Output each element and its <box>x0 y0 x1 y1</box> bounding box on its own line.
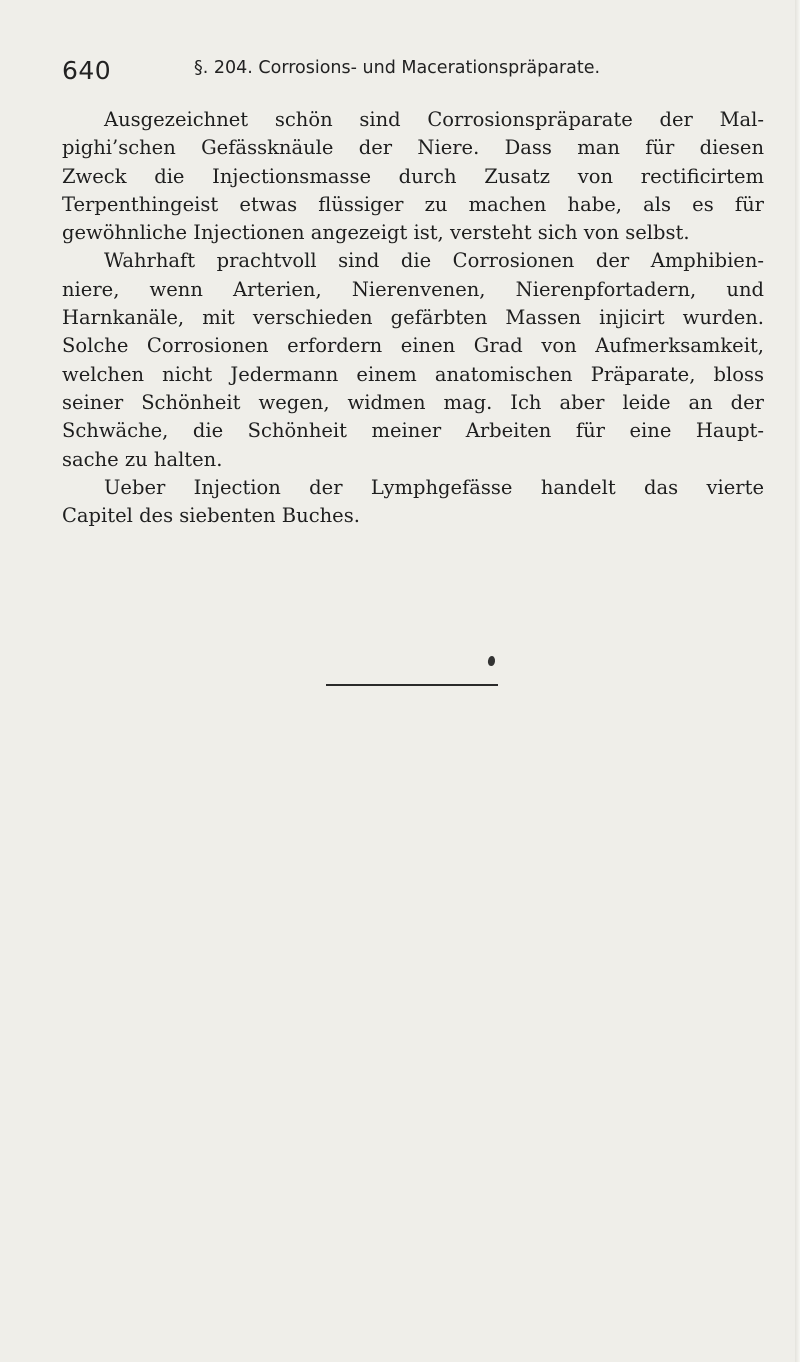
text-line: welchen nicht Jedermann einem anatomischen Präparate, bloss <box>62 362 764 386</box>
text-line: gewöhnliche Injectionen angezeigt ist, versteht sich von selbst. <box>62 221 690 245</box>
page-number: 640 <box>62 56 112 85</box>
text-line: Wahrhaft prachtvoll sind die Corrosionen der Amphibien- <box>104 249 764 273</box>
body-text <box>62 106 764 530</box>
running-head: §. 204. Corrosions- und Macerationspräparate. <box>194 58 601 78</box>
text-line: Terpenthingeist etwas flüssiger zu machen habe, als es für <box>62 192 764 216</box>
end-rule <box>326 684 498 686</box>
text-line: sache zu halten. <box>62 447 223 471</box>
text-line: seiner Schönheit wegen, widmen mag. Ich aber leide an der <box>62 390 764 414</box>
paragraph-1 <box>62 106 764 247</box>
end-ornament-dot <box>487 656 495 667</box>
text-line: Zweck die Injectionsmasse durch Zusatz von rectificirtem <box>62 164 764 188</box>
text-line: Ueber Injection der Lymphgefässe handelt das vierte <box>104 475 764 499</box>
page-edge <box>795 0 800 1362</box>
page-header <box>62 48 782 88</box>
text-line: Solche Corrosionen erfordern einen Grad von Aufmerksamkeit, <box>62 334 764 358</box>
paragraph-3 <box>62 474 764 531</box>
text-line: niere, wenn Arterien, Nierenvenen, Nierenpfortadern, und <box>62 277 764 301</box>
text-line: Harnkanäle, mit verschieden gefärbten Massen injicirt wurden. <box>62 306 764 330</box>
text-line: Ausgezeichnet schön sind Corrosionspräparate der Mal- <box>104 108 764 131</box>
paragraph-2 <box>62 247 764 473</box>
text-line: Capitel des siebenten Buches. <box>62 504 360 528</box>
text-line: pighi’schen Gefässknäule der Niere. Dass man für diesen <box>62 136 764 160</box>
text-line: Schwäche, die Schönheit meiner Arbeiten für eine Haupt- <box>62 419 764 443</box>
